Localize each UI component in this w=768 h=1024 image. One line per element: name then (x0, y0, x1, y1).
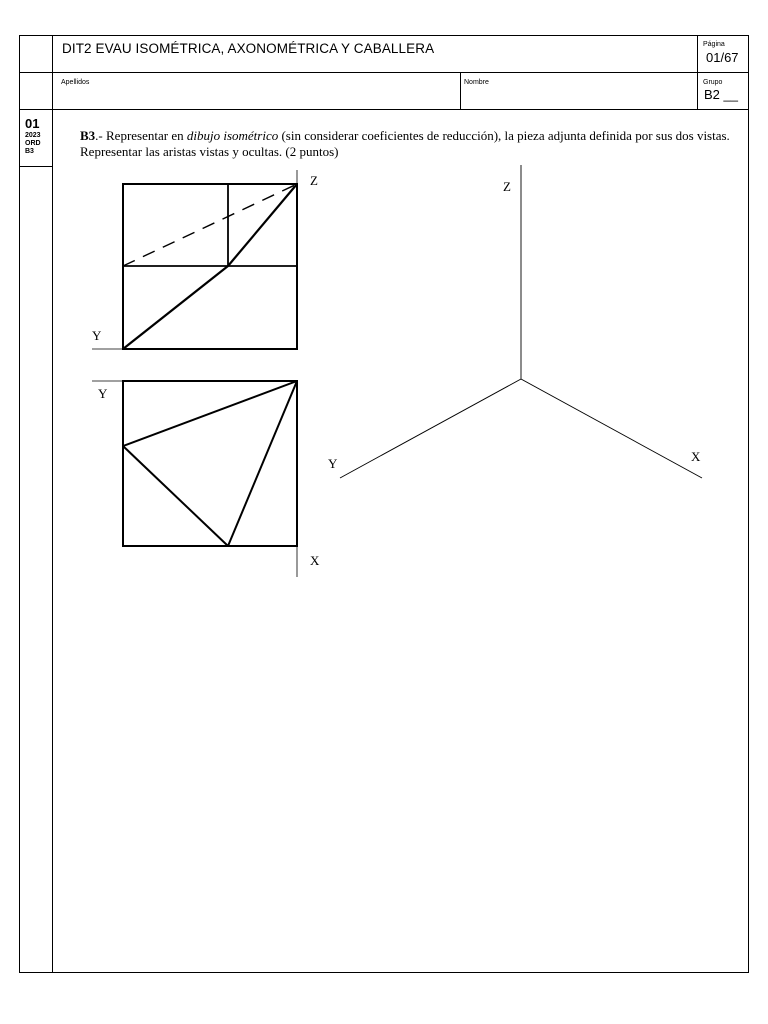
front-view-y-label: Y (92, 328, 102, 343)
statement-emphasis: dibujo isométrico (186, 128, 279, 143)
name-label: Nombre (464, 79, 489, 86)
exercise-year: 2023 (25, 132, 41, 139)
top-view-y-label: Y (98, 386, 108, 401)
exercise-number: 01 (25, 116, 40, 131)
top-view-outline (123, 381, 297, 546)
page-number: 01/67 (706, 50, 739, 65)
front-view-diagonal-lower (123, 266, 228, 349)
group-label: Grupo (703, 79, 723, 86)
isometric-axes (340, 165, 702, 478)
top-view-x-label: X (310, 553, 320, 568)
iso-axis-z-label: Z (503, 179, 511, 194)
iso-axis-x (521, 379, 702, 478)
iso-axis-y (340, 379, 521, 478)
statement-text-before: .- Representar en (95, 128, 187, 143)
group-value: B2 __ (704, 87, 738, 102)
top-view (92, 381, 297, 577)
front-view-z-label: Z (310, 173, 318, 188)
statement-text-after: (sin considerar coeficientes de reducción), la pieza adjunta definida por sus dos vistas. Representar las aristas vistas y ocultas. (2 puntos) (80, 128, 730, 159)
top-view-edge-lower-left (123, 446, 228, 546)
top-view-edge-upper (123, 381, 297, 446)
surname-label: Apellidos (61, 79, 90, 86)
iso-axis-x-label: X (691, 449, 701, 464)
page-label: Página (703, 41, 725, 48)
iso-axis-y-label: Y (328, 456, 338, 471)
exercise-code: B3 (25, 148, 34, 155)
front-view-hidden-edge (123, 184, 297, 266)
document-title: DIT2 EVAU ISOMÉTRICA, AXONOMÉTRICA Y CABALLERA (62, 41, 435, 56)
front-view-diagonal-upper (228, 184, 297, 266)
exercise-session: ORD (25, 140, 41, 147)
top-view-edge-lower-right (228, 381, 297, 546)
front-view (92, 170, 297, 349)
exercise-code-bold: B3 (80, 128, 96, 143)
